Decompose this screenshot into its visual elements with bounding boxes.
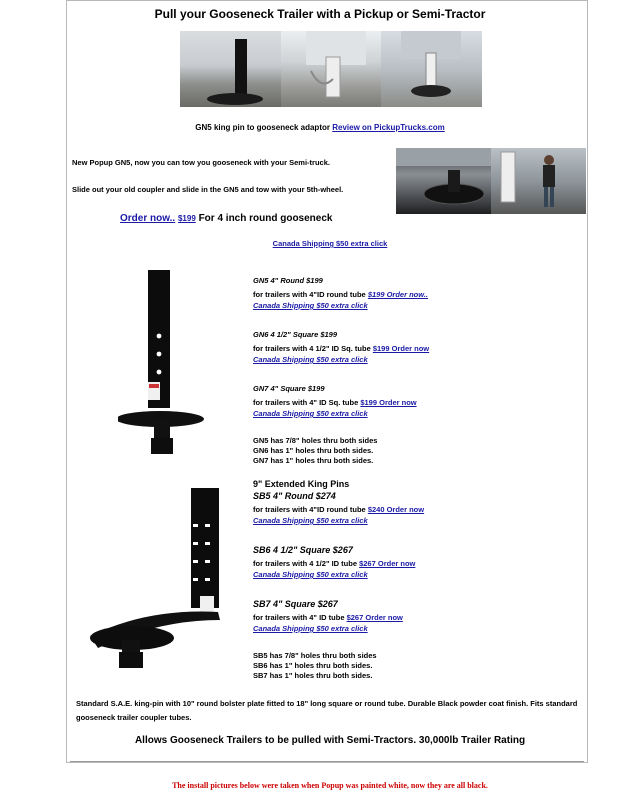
product-canada-line bbox=[253, 355, 429, 364]
product-order-link[interactable]: $199 Order now bbox=[360, 398, 417, 407]
divider bbox=[70, 761, 584, 762]
holes-line: GN7 has 1" holes thru both sides. bbox=[253, 456, 374, 465]
review-link[interactable]: Review on PickupTrucks.com bbox=[332, 123, 445, 132]
sb-product-2 bbox=[253, 599, 403, 633]
sb-king-pin-image[interactable] bbox=[88, 488, 220, 672]
hero-photo-1[interactable] bbox=[180, 31, 281, 107]
product-canada-link[interactable]: Canada Shipping $50 extra click bbox=[253, 355, 368, 364]
product-canada-line bbox=[253, 570, 415, 579]
product-desc: for trailers with 4"ID round tube bbox=[253, 290, 366, 299]
king-pin-photo-icon bbox=[180, 31, 280, 107]
product-desc: for trailers with 4 1/2" ID tube bbox=[253, 559, 357, 568]
extended-heading: 9" Extended King Pins bbox=[253, 479, 350, 489]
product-name: SB6 4 1/2" Square $267 bbox=[253, 545, 353, 555]
holes-line: GN5 has 7/8" holes thru both sides bbox=[253, 436, 378, 445]
product-canada-line bbox=[253, 409, 417, 418]
adaptor-text: GN5 king pin to gooseneck adaptor bbox=[195, 123, 330, 132]
holes-line: SB7 has 1" holes thru both sides. bbox=[253, 671, 373, 680]
standard-description: Standard S.A.E. king-pin with 10" round bolster plate fitted to 18" long square or round tube. Durable Black powder coat finish. Fits standard gooseneck trailer coupler tubes. bbox=[76, 699, 578, 722]
page-title: Pull your Gooseneck Trailer with a Pickup or Semi-Tractor bbox=[154, 7, 486, 21]
product-desc: for trailers with 4"ID round tube bbox=[253, 505, 366, 514]
product-name: GN7 4" Square $199 bbox=[253, 384, 325, 393]
product-order-link[interactable]: $199 Order now.. bbox=[367, 290, 428, 299]
truck-photo-strip[interactable] bbox=[396, 148, 586, 214]
product-name: GN6 4 1/2" Square $199 bbox=[253, 330, 338, 339]
gn-product-2 bbox=[253, 384, 417, 418]
product-canada-link[interactable]: Canada Shipping $50 extra click bbox=[253, 516, 368, 525]
product-desc: for trailers with 4" ID Sq. tube bbox=[253, 398, 359, 407]
product-canada-line bbox=[253, 516, 424, 525]
canada-shipping-link[interactable]: Canada Shipping $50 extra click bbox=[272, 239, 388, 248]
hero-photo-2[interactable] bbox=[281, 31, 382, 107]
product-desc-line bbox=[253, 613, 403, 622]
hero-photo-3[interactable] bbox=[381, 31, 482, 107]
product-name: GN5 4" Round $199 bbox=[253, 276, 323, 285]
product-canada-line bbox=[253, 301, 428, 310]
order-now-link[interactable]: Order now.. bbox=[120, 213, 176, 224]
product-canada-link[interactable]: Canada Shipping $50 extra click bbox=[253, 570, 368, 579]
truck-photo-1[interactable] bbox=[396, 148, 491, 214]
fifth-wheel-photo-icon bbox=[396, 148, 491, 214]
order-text: For 4 inch round gooseneck bbox=[198, 213, 333, 224]
product-desc: for trailers with 4 1/2" ID Sq. tube bbox=[253, 344, 371, 353]
product-desc-line bbox=[253, 559, 415, 568]
order-line bbox=[120, 213, 332, 224]
product-desc-line bbox=[253, 505, 424, 514]
holes-line: SB5 has 7/8" holes thru both sides bbox=[253, 651, 377, 660]
sb-product-list bbox=[253, 479, 573, 680]
hero-photo-strip[interactable] bbox=[180, 31, 482, 107]
coupler-photo-icon bbox=[281, 31, 381, 107]
product-canada-link[interactable]: Canada Shipping $50 extra click bbox=[253, 624, 368, 633]
trailer-rating: Allows Gooseneck Trailers to be pulled with Semi-Tractors. 30,000lb Trailer Rating bbox=[134, 735, 526, 746]
hitch-photo-icon bbox=[381, 31, 481, 107]
holes-line: SB6 has 1" holes thru both sides. bbox=[253, 661, 373, 670]
product-canada-link[interactable]: Canada Shipping $50 extra click bbox=[253, 301, 368, 310]
canada-shipping-top bbox=[0, 239, 640, 248]
holes-line: GN6 has 1" holes thru both sides. bbox=[253, 446, 374, 455]
intro-line-1: New Popup GN5, now you can tow you gooseneck with your Semi-truck. bbox=[72, 158, 330, 167]
product-desc-line bbox=[253, 290, 428, 299]
product-order-link[interactable]: $199 Order now bbox=[372, 344, 430, 353]
sb-holes bbox=[253, 651, 377, 681]
order-price-link[interactable]: $199 bbox=[177, 214, 196, 223]
product-name: SB5 4" Round $274 bbox=[253, 491, 336, 501]
gn-king-pin-image[interactable] bbox=[118, 270, 214, 466]
product-desc-line bbox=[253, 398, 417, 407]
gn-holes bbox=[253, 436, 377, 466]
product-order-link[interactable]: $267 Order now bbox=[359, 559, 416, 568]
sb-product-1 bbox=[253, 545, 415, 579]
product-order-link[interactable]: $267 Order now bbox=[346, 613, 403, 622]
gn-product-1 bbox=[253, 330, 429, 364]
gn-product-0 bbox=[253, 276, 428, 310]
person-photo-icon bbox=[491, 148, 581, 214]
product-desc-line bbox=[253, 344, 429, 353]
product-name: SB7 4" Square $267 bbox=[253, 599, 338, 609]
intro-line-2: Slide out your old coupler and slide in the GN5 and tow with your 5th-wheel. bbox=[72, 185, 344, 194]
product-desc: for trailers with 4" ID tube bbox=[253, 613, 345, 622]
product-canada-line bbox=[253, 624, 403, 633]
adaptor-line bbox=[0, 123, 640, 132]
sb-product-0 bbox=[253, 491, 424, 525]
footer-note: The install pictures below were taken when Popup was painted white, now they are all black. bbox=[172, 781, 488, 790]
product-canada-link[interactable]: Canada Shipping $50 extra click bbox=[253, 409, 368, 418]
truck-photo-2[interactable] bbox=[491, 148, 586, 214]
product-order-link[interactable]: $240 Order now bbox=[367, 505, 425, 514]
